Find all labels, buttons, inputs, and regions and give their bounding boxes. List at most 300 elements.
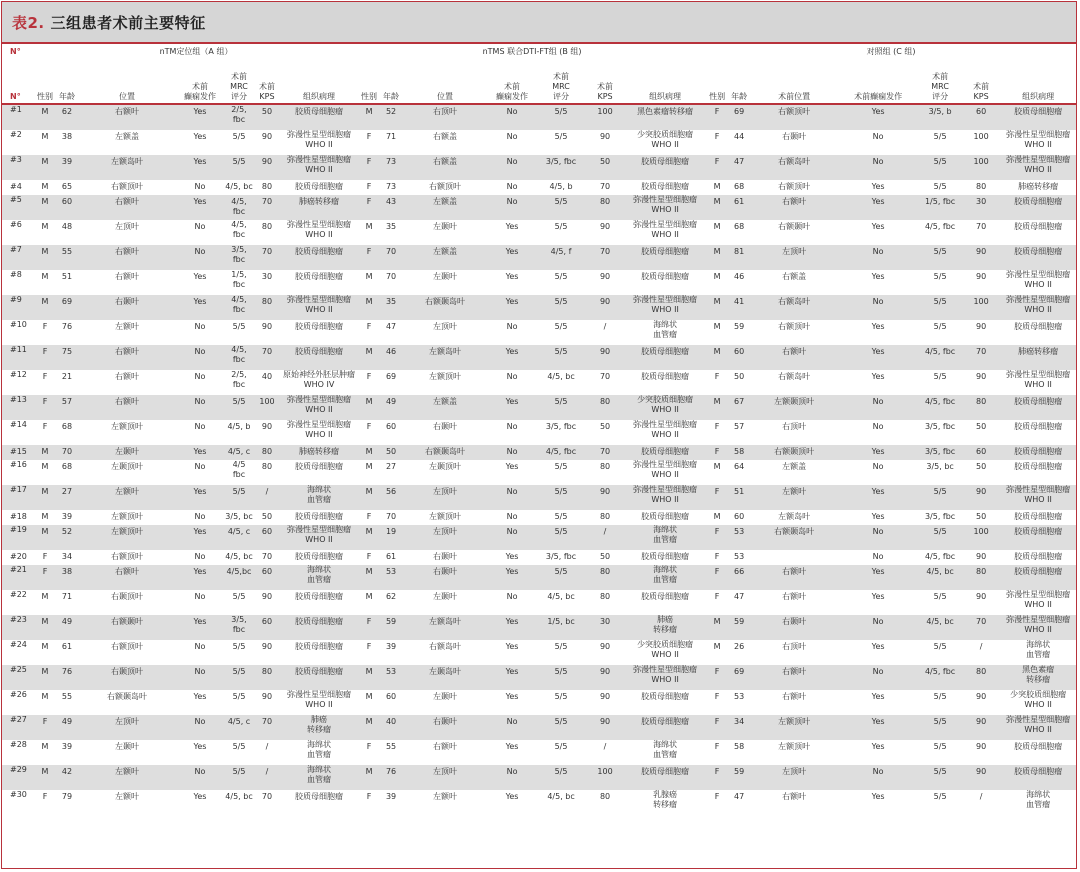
c-seizure-cell: No	[872, 552, 884, 561]
c-seizure-cell: Yes	[871, 567, 885, 576]
patient-no-cell: #20	[10, 552, 27, 561]
b-kps-cell: 90	[599, 487, 611, 496]
table-row	[2, 640, 1076, 665]
c-mrc-cell: 5/5	[933, 527, 947, 536]
c-sex-cell: F	[714, 372, 720, 381]
c-location-cell: 右颞叶	[782, 132, 807, 141]
c-sex-cell: F	[714, 157, 720, 166]
b-sex-cell: M	[365, 692, 373, 701]
c-age-cell: 44	[734, 132, 745, 141]
c-pathology-cell: 胶质母细胞瘤	[1014, 397, 1063, 406]
b-sex-cell: F	[366, 512, 372, 521]
b-kps-cell: 80	[599, 397, 611, 406]
table-row	[2, 345, 1076, 370]
table-row	[2, 525, 1076, 550]
b-mrc-header: 术前 MRC 评分	[552, 72, 570, 101]
c-age-cell: 57	[734, 422, 745, 431]
c-sex-cell: M	[713, 512, 721, 521]
a-sex-cell: M	[41, 197, 49, 206]
a-location-cell: 右额叶	[115, 397, 139, 406]
b-seizure-cell: Yes	[505, 222, 519, 231]
b-location-cell: 左颞叶	[433, 692, 458, 701]
c-kps-cell: 70	[976, 222, 987, 231]
table-row	[2, 615, 1076, 640]
c-kps-cell: 90	[976, 372, 987, 381]
b-pathology-cell: 弥漫性星型细胞瘤 WHO II	[633, 665, 698, 684]
c-seizure-cell: Yes	[871, 222, 885, 231]
c-pathology-cell: 肺癌转移瘤	[1018, 182, 1059, 191]
a-pathology-cell: 海绵状 血管瘤	[307, 765, 332, 784]
c-kps-cell: 90	[976, 322, 987, 331]
patient-no-cell: #10	[10, 320, 27, 329]
b-location-cell: 左额叶	[433, 792, 458, 801]
a-mrc-cell: 5/5	[232, 642, 246, 651]
a-kps-cell: 80	[261, 297, 273, 306]
c-kps-cell: 50	[976, 462, 987, 471]
b-age-cell: 76	[385, 767, 397, 776]
c-seizure-cell: No	[872, 527, 884, 536]
c-seizure-cell: Yes	[871, 592, 885, 601]
patient-no-cell: #12	[10, 370, 27, 379]
patient-no-cell: #5	[10, 195, 22, 204]
b-age-cell: 70	[385, 247, 397, 256]
a-pathology-cell: 胶质母细胞瘤	[295, 642, 344, 651]
a-sex-cell: F	[42, 717, 48, 726]
c-mrc-cell: 3/5, bc	[926, 462, 954, 471]
b-seizure-header: 术前 癫痫发作	[496, 82, 529, 101]
b-kps-cell: 90	[599, 667, 611, 676]
table-row	[2, 104, 1076, 130]
b-location-cell: 右额颞岛叶	[425, 447, 466, 456]
c-pathology-cell: 弥漫性星型细胞瘤 WHO II	[1006, 155, 1071, 174]
a-seizure-cell: Yes	[193, 132, 207, 141]
c-kps-cell: 90	[976, 767, 987, 776]
a-pathology-cell: 胶质母细胞瘤	[295, 462, 344, 471]
b-mrc-cell: 5/5	[554, 527, 568, 536]
a-seizure-cell: Yes	[193, 272, 207, 281]
b-kps-cell: 100	[597, 107, 613, 116]
c-mrc-cell: 4/5, fbc	[924, 552, 956, 561]
a-kps-cell: 30	[261, 272, 273, 281]
b-kps-cell: 80	[599, 462, 611, 471]
c-seizure-cell: Yes	[871, 792, 885, 801]
c-age-cell: 66	[734, 567, 745, 576]
c-mrc-cell: 5/5	[933, 767, 947, 776]
b-seizure-cell: Yes	[505, 667, 519, 676]
b-pathology-cell: 胶质母细胞瘤	[641, 347, 690, 356]
table-row	[2, 180, 1076, 195]
a-seizure-cell: Yes	[193, 567, 207, 576]
b-pathology-cell: 少突胶质细胞瘤 WHO II	[637, 395, 694, 414]
a-location-cell: 右颞顶叶	[111, 667, 143, 676]
c-kps-cell: 100	[973, 297, 989, 306]
patient-no-cell: #8	[10, 270, 22, 279]
b-mrc-cell: 3/5, fbc	[545, 157, 577, 166]
table-row	[2, 220, 1076, 245]
table-row	[2, 690, 1076, 715]
b-seizure-cell: Yes	[505, 792, 519, 801]
b-mrc-cell: 5/5	[554, 297, 568, 306]
b-location-cell: 左颞顶叶	[429, 462, 462, 471]
c-pathology-cell: 胶质母细胞瘤	[1014, 322, 1063, 331]
c-location-cell: 左额颞顶叶	[774, 397, 815, 406]
c-age-cell: 53	[734, 527, 745, 536]
b-pathology-cell: 肺癌 转移瘤	[653, 615, 678, 634]
c-location-cell: 右额叶	[782, 592, 807, 601]
c-kps-cell: 100	[973, 157, 989, 166]
b-location-cell: 左额顶叶	[429, 372, 462, 381]
a-seizure-cell: Yes	[193, 447, 207, 456]
a-sex-header: 性别	[37, 92, 53, 101]
a-age-cell: 68	[61, 422, 73, 431]
b-sex-cell: M	[365, 567, 373, 576]
c-age-header: 年龄	[731, 92, 748, 101]
b-sex-cell: F	[366, 792, 372, 801]
a-location-cell: 右额叶	[115, 372, 139, 381]
c-mrc-cell: 5/5	[933, 592, 947, 601]
b-mrc-cell: 5/5	[554, 692, 568, 701]
b-mrc-cell: 5/5	[554, 567, 568, 576]
c-kps-cell: 90	[976, 487, 987, 496]
c-sex-cell: M	[713, 642, 721, 651]
c-mrc-cell: 5/5	[933, 132, 947, 141]
patient-no-cell: #25	[10, 665, 27, 674]
a-kps-cell: /	[265, 767, 269, 776]
a-sex-cell: M	[41, 272, 49, 281]
b-location-cell: 左顶叶	[433, 767, 458, 776]
b-pathology-cell: 胶质母细胞瘤	[641, 247, 690, 256]
b-pathology-cell: 胶质母细胞瘤	[641, 372, 690, 381]
patient-no-cell: #27	[10, 715, 27, 724]
a-sex-cell: M	[41, 132, 49, 141]
c-pathology-cell: 弥漫性星型细胞瘤 WHO II	[1006, 130, 1071, 149]
a-mrc-cell: 4/5, c	[227, 717, 251, 726]
patient-no-cell: #22	[10, 590, 27, 599]
table-row	[2, 665, 1076, 690]
b-age-cell: 60	[385, 422, 397, 431]
c-pathology-cell: 海绵状 血管瘤	[1026, 790, 1051, 809]
patient-no-cell: #17	[10, 485, 27, 494]
a-location-cell: 右额颞岛叶	[107, 692, 147, 701]
c-pathology-cell: 胶质母细胞瘤	[1014, 742, 1063, 751]
b-age-cell: 27	[385, 462, 397, 471]
a-seizure-cell: Yes	[193, 107, 207, 116]
c-age-cell: 50	[734, 372, 745, 381]
b-mrc-cell: 5/5	[554, 397, 568, 406]
b-pathology-cell: 少突胶质细胞瘤 WHO II	[637, 130, 694, 149]
a-pathology-cell: 弥漫性星型细胞瘤 WHO II	[287, 395, 352, 414]
patient-no-cell: #6	[10, 220, 22, 229]
b-kps-cell: 80	[599, 512, 611, 521]
c-sex-cell: M	[713, 347, 721, 356]
b-kps-cell: 80	[599, 792, 611, 801]
c-seizure-cell: Yes	[871, 182, 885, 191]
patient-no-cell: #11	[10, 345, 27, 354]
c-mrc-cell: 5/5	[933, 297, 947, 306]
table-number: 表2.	[12, 13, 45, 32]
c-sex-cell: F	[714, 487, 720, 496]
b-seizure-cell: No	[506, 447, 518, 456]
c-sex-cell: F	[714, 552, 720, 561]
a-location-cell: 左额盖	[115, 132, 139, 141]
c-location-cell: 右额颞岛叶	[774, 527, 815, 536]
c-age-cell: 58	[734, 742, 745, 751]
b-age-cell: 59	[385, 617, 397, 626]
patient-no-cell: #24	[10, 640, 27, 649]
a-kps-cell: 90	[261, 132, 273, 141]
b-location-cell: 左额顶叶	[429, 512, 462, 521]
a-seizure-header: 术前 癫痫发作	[184, 82, 216, 101]
c-age-cell: 64	[734, 462, 745, 471]
c-age-cell: 26	[734, 642, 745, 651]
b-kps-cell: 30	[599, 617, 611, 626]
c-mrc-cell: 5/5	[933, 717, 947, 726]
c-sex-cell: M	[713, 397, 721, 406]
c-mrc-cell: 5/5	[933, 322, 947, 331]
c-sex-cell: F	[714, 592, 720, 601]
patient-no-cell: #1	[10, 105, 22, 114]
patient-no-cell: #19	[10, 525, 27, 534]
c-kps-header: 术前 KPS	[973, 82, 990, 101]
group-a-header: nTM定位组（A 组）	[159, 47, 233, 56]
c-location-cell	[750, 550, 838, 565]
c-pathology-cell: 胶质母细胞瘤	[1014, 222, 1063, 231]
c-age-cell: 60	[734, 512, 745, 521]
b-mrc-cell: 4/5, b	[549, 182, 573, 191]
c-age-cell: 41	[734, 297, 745, 306]
a-location-cell: 右额叶	[115, 347, 139, 356]
a-seizure-cell: No	[194, 347, 206, 356]
a-age-cell: 71	[61, 592, 73, 601]
b-age-cell: 35	[385, 297, 397, 306]
a-mrc-cell: 5/5	[232, 692, 246, 701]
a-kps-cell: 90	[261, 592, 273, 601]
a-mrc-cell: 4/5, fbc	[231, 345, 247, 364]
a-age-cell: 39	[61, 512, 73, 521]
a-sex-cell: F	[42, 322, 48, 331]
a-location-header: 位置	[119, 92, 135, 101]
c-seizure-cell: Yes	[871, 447, 885, 456]
c-sex-cell: M	[713, 297, 721, 306]
b-age-cell: 62	[385, 592, 397, 601]
c-mrc-cell: 4/5, bc	[926, 567, 954, 576]
c-pathology-cell: 弥漫性星型细胞瘤 WHO II	[1006, 270, 1071, 289]
c-kps-cell: 80	[976, 182, 987, 191]
a-pathology-cell: 弥漫性星型细胞瘤 WHO II	[287, 220, 352, 239]
b-mrc-cell: 5/5	[554, 107, 568, 116]
a-age-cell: 57	[61, 397, 73, 406]
a-mrc-cell: 4/5, c	[227, 527, 251, 536]
c-kps-cell: 70	[976, 347, 987, 356]
a-sex-cell: M	[41, 182, 49, 191]
b-location-cell: 左额盖	[433, 247, 458, 256]
a-seizure-cell: Yes	[193, 742, 207, 751]
table-row	[2, 245, 1076, 270]
a-pathology-cell: 原始神经外胚层肿瘤 WHO IV	[283, 370, 356, 389]
b-sex-cell: F	[366, 372, 372, 381]
a-location-cell: 左额叶	[115, 767, 139, 776]
a-pathology-cell: 胶质母细胞瘤	[295, 792, 344, 801]
patient-no-cell: #13	[10, 395, 27, 404]
a-seizure-cell: Yes	[193, 527, 207, 536]
b-sex-cell: F	[366, 322, 372, 331]
b-seizure-cell: No	[506, 372, 518, 381]
table-row	[2, 590, 1076, 615]
a-sex-cell: F	[42, 422, 48, 431]
a-pathology-cell: 胶质母细胞瘤	[295, 182, 344, 191]
b-sex-cell: M	[365, 667, 373, 676]
b-pathology-cell: 胶质母细胞瘤	[641, 592, 690, 601]
group-b-header: nTMS 联合DTI-FT组 (B 组)	[482, 47, 582, 56]
a-seizure-cell: No	[194, 222, 206, 231]
a-mrc-header: 术前 MRC 评分	[230, 72, 248, 101]
b-kps-cell: 50	[599, 157, 611, 166]
c-mrc-cell: 4/5, bc	[926, 617, 954, 626]
c-seizure-cell: Yes	[871, 322, 885, 331]
c-mrc-cell: 5/5	[933, 642, 947, 651]
b-mrc-cell: 3/5, fbc	[545, 552, 577, 561]
a-location-cell: 右额顶叶	[111, 182, 143, 191]
b-age-cell: 73	[385, 157, 397, 166]
c-sex-cell: M	[713, 197, 721, 206]
b-age-cell: 71	[385, 132, 397, 141]
patient-no-cell: #16	[10, 460, 27, 469]
table-title	[2, 2, 1076, 44]
c-mrc-cell: 3/5, fbc	[924, 447, 956, 456]
b-pathology-cell: 弥漫性星型细胞瘤 WHO II	[633, 485, 698, 504]
b-sex-cell: F	[366, 617, 372, 626]
b-kps-cell: /	[603, 322, 607, 331]
table-frame	[1, 1, 1077, 869]
patient-no-cell: #9	[10, 295, 22, 304]
b-sex-cell: M	[365, 107, 373, 116]
c-pathology-cell: 弥漫性星型细胞瘤 WHO II	[1006, 715, 1071, 734]
a-age-cell: 79	[61, 792, 73, 801]
b-age-cell: 43	[385, 197, 397, 206]
no-header: N°	[10, 92, 21, 101]
b-pathology-cell: 胶质母细胞瘤	[641, 552, 690, 561]
table-row	[2, 550, 1076, 565]
a-kps-cell: 100	[259, 397, 275, 406]
b-seizure-cell: Yes	[505, 297, 519, 306]
c-sex-cell: M	[713, 182, 721, 191]
a-location-cell: 右额叶	[115, 272, 139, 281]
a-age-cell: 51	[61, 272, 73, 281]
table-row	[2, 395, 1076, 420]
b-sex-cell: M	[365, 487, 373, 496]
c-sex-cell: F	[714, 742, 720, 751]
a-age-cell: 76	[61, 667, 73, 676]
b-location-cell: 右额叶	[433, 742, 458, 751]
c-pathology-cell: 海绵状 血管瘤	[1026, 640, 1051, 659]
a-sex-cell: F	[42, 567, 48, 576]
a-sex-cell: M	[41, 742, 49, 751]
c-age-cell: 67	[734, 397, 745, 406]
b-seizure-cell: Yes	[505, 272, 519, 281]
c-pathology-cell: 胶质母细胞瘤	[1014, 462, 1063, 471]
b-pathology-cell: 海绵状 血管瘤	[653, 525, 678, 544]
a-age-cell: 76	[61, 322, 73, 331]
b-location-cell: 左额盖	[433, 397, 458, 406]
c-sex-cell: M	[713, 272, 721, 281]
a-kps-cell: /	[265, 742, 269, 751]
a-mrc-cell: 5/5	[232, 487, 246, 496]
b-location-cell: 左顶叶	[433, 487, 458, 496]
a-mrc-cell: 5/5	[232, 767, 246, 776]
c-seizure-cell: No	[872, 397, 884, 406]
a-mrc-cell: 3/5, fbc	[231, 615, 247, 634]
a-pathology-header: 组织病理	[303, 92, 336, 101]
b-kps-cell: 90	[599, 692, 611, 701]
b-location-cell: 左额岛叶	[429, 347, 462, 356]
b-sex-cell: M	[365, 222, 373, 231]
a-sex-cell: M	[41, 247, 49, 256]
c-seizure-cell: Yes	[871, 487, 885, 496]
b-pathology-cell: 少突胶质细胞瘤 WHO II	[637, 640, 694, 659]
a-pathology-cell: 弥漫性星型细胞瘤 WHO II	[287, 420, 352, 439]
a-location-cell: 右额叶	[115, 247, 139, 256]
c-seizure-cell: Yes	[871, 107, 885, 116]
c-kps-cell: 30	[976, 197, 987, 206]
a-location-cell: 左额顶叶	[111, 422, 143, 431]
table-row	[2, 370, 1076, 395]
patient-no-cell: #18	[10, 512, 27, 521]
patient-no-cell: #15	[10, 447, 27, 456]
b-kps-cell: /	[603, 527, 607, 536]
c-sex-cell: F	[714, 667, 720, 676]
patient-no-cell: #26	[10, 690, 27, 699]
c-kps-cell: 90	[976, 717, 987, 726]
b-seizure-cell: Yes	[505, 462, 519, 471]
c-kps-cell: 90	[976, 552, 987, 561]
c-seizure-cell: Yes	[871, 347, 885, 356]
c-kps-cell: 90	[976, 592, 987, 601]
b-seizure-cell: No	[506, 107, 518, 116]
table-row	[2, 790, 1076, 815]
c-age-cell: 34	[734, 717, 745, 726]
a-kps-cell: 80	[261, 667, 273, 676]
a-sex-cell: M	[41, 642, 49, 651]
table-row	[2, 715, 1076, 740]
a-sex-cell: F	[42, 372, 48, 381]
table-title-text: 三组患者术前主要特征	[50, 13, 206, 32]
b-kps-cell: 50	[599, 552, 611, 561]
a-seizure-cell: No	[194, 372, 206, 381]
c-age-cell: 58	[734, 447, 745, 456]
c-age-cell: 69	[734, 667, 745, 676]
b-kps-cell: 70	[599, 182, 611, 191]
b-sex-cell: F	[366, 182, 372, 191]
b-kps-cell: 90	[599, 272, 611, 281]
b-kps-cell: 100	[597, 767, 613, 776]
a-mrc-cell: 4/5, b	[227, 422, 251, 431]
b-location-cell: 右额盖	[433, 132, 458, 141]
a-location-cell: 左额顶叶	[111, 527, 143, 536]
a-mrc-cell: 4/5, fbc	[231, 220, 247, 239]
a-mrc-cell: 5/5	[232, 132, 246, 141]
c-mrc-cell: 3/5, b	[928, 107, 952, 116]
b-mrc-cell: 5/5	[554, 197, 568, 206]
c-pathology-header: 组织病理	[1022, 92, 1055, 101]
a-sex-cell: M	[41, 222, 49, 231]
a-mrc-cell: 4/5, bc	[225, 792, 253, 801]
c-location-cell: 右额盖	[782, 272, 807, 281]
b-pathology-cell: 胶质母细胞瘤	[641, 272, 690, 281]
b-mrc-cell: 5/5	[554, 742, 568, 751]
b-pathology-cell: 胶质母细胞瘤	[641, 512, 690, 521]
c-location-cell: 右额顶叶	[778, 107, 811, 116]
a-sex-cell: M	[41, 512, 49, 521]
